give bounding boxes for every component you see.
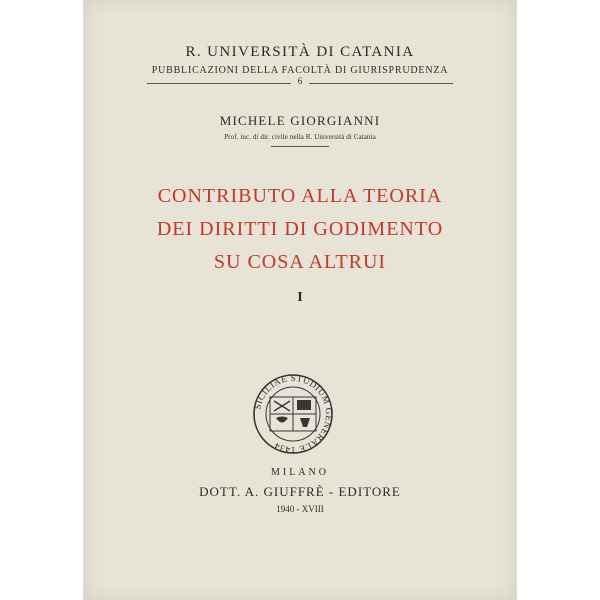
imprint-year: 1940 - XVIII (276, 504, 324, 514)
seal-legend: SICILIAE STUDIUM GENERALE 1434 (252, 373, 335, 455)
university-seal-icon (240, 373, 346, 455)
imprint-publisher: DOTT. A. GIUFFRÈ - EDITORE (199, 484, 401, 499)
title-line-2: DEI DIRITTI DI GODIMENTO (156, 218, 444, 240)
author-name: MICHELE GIORGIANNI (219, 113, 381, 128)
volume-number: I (297, 290, 303, 305)
series-number: 6 (297, 76, 303, 86)
series-title: PUBBLICAZIONI DELLA FACOLTÀ DI GIURISPRUDENZA (151, 65, 449, 76)
imprint-city: MILANO (271, 467, 329, 478)
university-name: R. UNIVERSITÀ DI CATANIA (185, 44, 415, 60)
author-role: Prof. inc. di dir. civile nella R. Università di Catania (224, 133, 376, 141)
book-cover (83, 0, 517, 600)
title-line-3: SU COSA ALTRUI (213, 251, 387, 273)
title-line-1: CONTRIBUTO ALLA TEORIA (157, 185, 443, 207)
author-rule (271, 146, 329, 147)
